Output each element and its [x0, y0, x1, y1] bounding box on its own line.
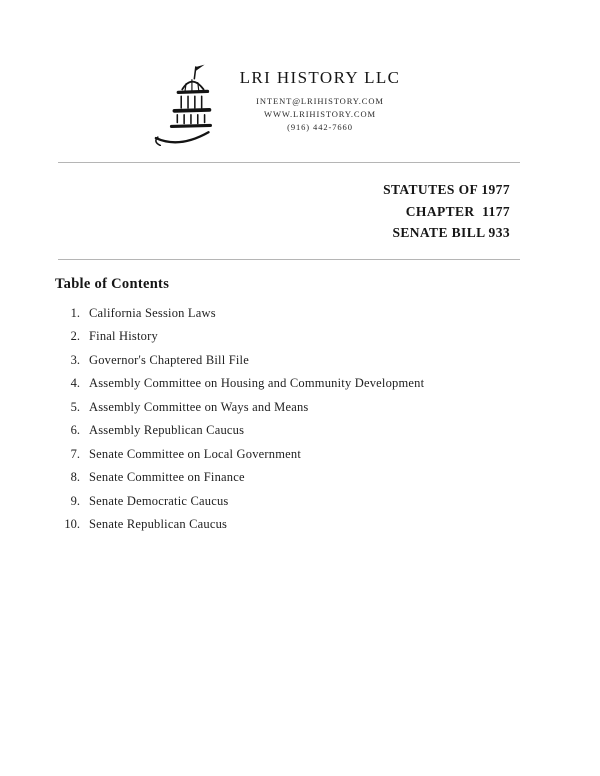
toc-item: [46, 376, 600, 400]
toc-item: [46, 494, 600, 518]
toc-title: Table of Contents: [55, 275, 170, 292]
toc-item-number: 8.: [70, 470, 80, 484]
toc-item: [46, 423, 600, 447]
company-email: INTENT@LRIHISTORY.COM: [256, 96, 384, 106]
company-phone: (916) 442-7660: [287, 122, 353, 132]
toc-item-label: Governor's Chaptered Bill File: [89, 352, 249, 367]
statutes-of-year-line: STATUTES OF 1977: [383, 182, 510, 197]
toc-item-number: 7.: [70, 446, 80, 461]
divider-middle: [58, 259, 520, 260]
toc-item-label: Senate Republican Caucus: [89, 517, 228, 531]
company-name: LRI HISTORY LLC: [239, 68, 401, 87]
toc-item-label: Assembly Republican Caucus: [89, 423, 245, 437]
toc-item-number: 6.: [70, 423, 80, 437]
toc-item-number: 5.: [70, 399, 80, 414]
toc-item: [46, 447, 600, 471]
toc-item-label: Final History: [89, 329, 158, 343]
toc-item-label: Assembly Committee on Housing and Community Development: [89, 376, 425, 390]
toc-item: [46, 329, 600, 353]
toc-item-number: 10.: [64, 517, 80, 531]
toc-item-number: 2.: [70, 329, 80, 343]
toc-item-number: 3.: [70, 352, 80, 367]
toc-item-number: 9.: [70, 493, 80, 508]
toc-item-number: 1.: [70, 305, 80, 320]
chapter-line: CHAPTER 1177: [405, 203, 510, 219]
toc-item-label: California Session Laws: [89, 305, 216, 320]
toc-list: [0, 306, 600, 541]
senate-bill-line: SENATE BILL 933: [392, 225, 510, 240]
toc-item: [46, 470, 600, 494]
toc-item-label: Assembly Committee on Ways and Means: [89, 399, 309, 414]
toc-item-number: 4.: [70, 376, 80, 390]
toc-item: [46, 353, 600, 377]
toc-item-label: Senate Committee on Local Government: [89, 446, 302, 461]
company-website: WWW.LRIHISTORY.COM: [264, 109, 376, 119]
toc-item-label: Senate Committee on Finance: [89, 470, 245, 484]
toc-item: [46, 517, 600, 541]
toc-item: [46, 306, 600, 330]
toc-item: [46, 400, 600, 424]
toc-item-label: Senate Democratic Caucus: [89, 493, 229, 508]
letterhead-text: [240, 60, 401, 134]
statute-reference-block: [0, 163, 600, 244]
letterhead: [0, 0, 576, 146]
capitol-sketch-logo-icon: [152, 64, 226, 146]
